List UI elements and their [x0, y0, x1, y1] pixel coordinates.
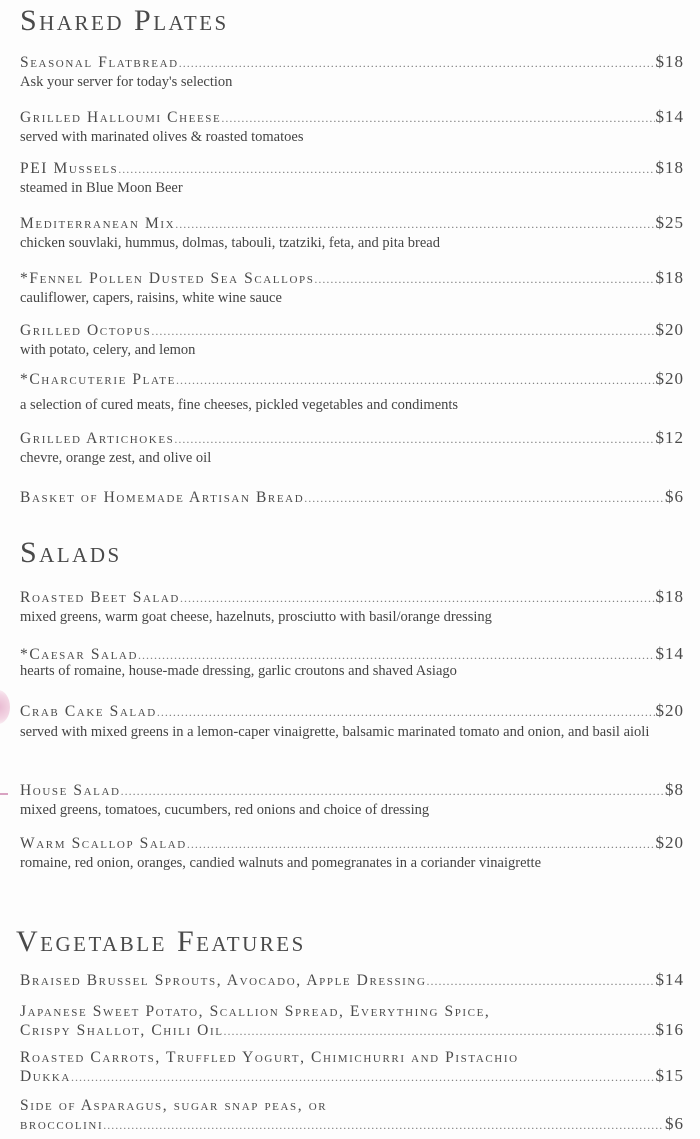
- item-name: Braised Brussel Sprouts, Avocado, Apple Dressing: [20, 972, 427, 989]
- section-title-shared-plates: Shared Plates: [20, 4, 229, 37]
- leader-dots: [151, 324, 654, 339]
- item-name: Grilled Octopus: [20, 322, 152, 339]
- section-title-vegetable-features: Vegetable Features: [16, 925, 306, 958]
- decorative-pink-blob: [0, 690, 10, 724]
- item-name: Grilled Halloumi Cheese: [20, 109, 222, 126]
- menu-item: [20, 52, 684, 92]
- item-description: chevre, orange zest, and olive oil: [20, 450, 212, 466]
- item-name: PEI Mussels: [20, 160, 119, 177]
- item-description: mixed greens, warm goat cheese, hazelnuts, prosciutto with basil/orange dressing: [20, 609, 492, 625]
- item-price: $20: [655, 833, 684, 852]
- item-name: Mediterranean Mix: [20, 215, 176, 232]
- item-description: mixed greens, tomatoes, cucumbers, red onions and choice of dressing: [20, 802, 430, 818]
- menu-item: [20, 644, 684, 681]
- item-price: $20: [655, 369, 684, 388]
- leader-dots: [179, 56, 655, 71]
- item-description: romaine, red onion, oranges, candied walnuts and pomegranates in a coriander vinaigrette: [20, 855, 542, 871]
- leader-dots: [176, 373, 655, 388]
- leader-dots: [174, 432, 654, 447]
- menu-item: [20, 701, 684, 743]
- menu-item: [20, 369, 684, 415]
- item-price: $18: [655, 52, 684, 71]
- leader-dots: [103, 1118, 664, 1133]
- menu-item: [20, 158, 684, 198]
- decorative-pink-dash: [0, 793, 8, 795]
- menu-item: [20, 213, 684, 253]
- item-price: $12: [655, 428, 684, 447]
- leader-dots: [304, 491, 664, 506]
- item-description: chicken souvlaki, hummus, dolmas, tabouli, tzatziki, feta, and pita bread: [20, 235, 440, 251]
- menu-item: [20, 780, 684, 820]
- leader-dots: [314, 272, 654, 287]
- item-price: $14: [655, 107, 684, 126]
- leader-dots: [224, 1024, 655, 1039]
- menu-item: [20, 1050, 684, 1086]
- menu-item: [20, 1098, 684, 1134]
- menu-item: [20, 970, 684, 990]
- item-name: Crab Cake Salad: [20, 703, 157, 720]
- menu-item: [20, 428, 684, 468]
- menu-item: [20, 587, 684, 627]
- leader-dots: [175, 217, 654, 232]
- menu-item: [20, 107, 684, 147]
- item-price: $16: [655, 1020, 684, 1039]
- item-name: Warm Scallop Salad: [20, 835, 187, 852]
- item-name: Grilled Artichokes: [20, 430, 175, 447]
- item-name: Basket of Homemade Artisan Bread: [20, 489, 305, 506]
- leader-dots: [118, 162, 654, 177]
- item-name: *Caesar Salad: [20, 646, 138, 663]
- item-description: a selection of cured meats, fine cheeses, pickled vegetables and condiments: [20, 397, 459, 413]
- item-name-line1: Roasted Carrots, Truffled Yogurt, Chimichurri and Pistachio: [20, 1049, 519, 1066]
- leader-dots: [187, 837, 655, 852]
- item-price: $20: [655, 701, 684, 720]
- item-price: $15: [655, 1066, 684, 1085]
- item-name: House Salad: [20, 782, 121, 799]
- item-description: served with mixed greens in a lemon-caper vinaigrette, balsamic marinated tomato and onion, and basil aioli: [20, 724, 650, 740]
- menu-item: [20, 268, 684, 308]
- item-price: $6: [665, 487, 684, 506]
- item-price: $14: [655, 970, 684, 989]
- item-name: Crispy Shallot, Chili Oil: [20, 1022, 224, 1039]
- item-name: *Fennel Pollen Dusted Sea Scallops: [20, 270, 315, 287]
- menu-item: [20, 487, 684, 507]
- item-name-line1: Side of Asparagus, sugar snap peas, or: [20, 1097, 328, 1114]
- item-price: $20: [655, 320, 684, 339]
- section-title-salads: Salads: [20, 536, 122, 569]
- menu-item: [20, 1004, 684, 1040]
- item-description: with potato, celery, and lemon: [20, 342, 196, 358]
- leader-dots: [71, 1070, 655, 1085]
- menu-item: [20, 320, 684, 360]
- leader-dots: [121, 784, 664, 799]
- item-name: Roasted Beet Salad: [20, 589, 180, 606]
- item-description: served with marinated olives & roasted tomatoes: [20, 129, 304, 145]
- leader-dots: [221, 111, 654, 126]
- item-price: $8: [665, 780, 684, 799]
- item-description: hearts of romaine, house-made dressing, garlic croutons and shaved Asiago: [20, 663, 457, 679]
- menu-item: [20, 833, 684, 873]
- item-price: $18: [655, 158, 684, 177]
- leader-dots: [427, 974, 655, 989]
- item-price: $18: [655, 587, 684, 606]
- item-name-line1: Japanese Sweet Potato, Scallion Spread, Everything Spice,: [20, 1003, 491, 1020]
- item-name: *Charcuterie Plate: [20, 371, 176, 388]
- item-description: cauliflower, capers, raisins, white wine sauce: [20, 290, 282, 306]
- item-name: broccolini: [20, 1116, 104, 1133]
- item-description: steamed in Blue Moon Beer: [20, 180, 183, 196]
- item-name: Dukka: [20, 1068, 71, 1085]
- item-price: $18: [655, 268, 684, 287]
- leader-dots: [157, 705, 655, 720]
- item-name: Seasonal Flatbread: [20, 54, 179, 71]
- leader-dots: [180, 591, 655, 606]
- item-price: $14: [655, 644, 684, 663]
- item-price: $6: [665, 1114, 684, 1133]
- item-price: $25: [655, 213, 684, 232]
- item-description: Ask your server for today's selection: [20, 74, 233, 90]
